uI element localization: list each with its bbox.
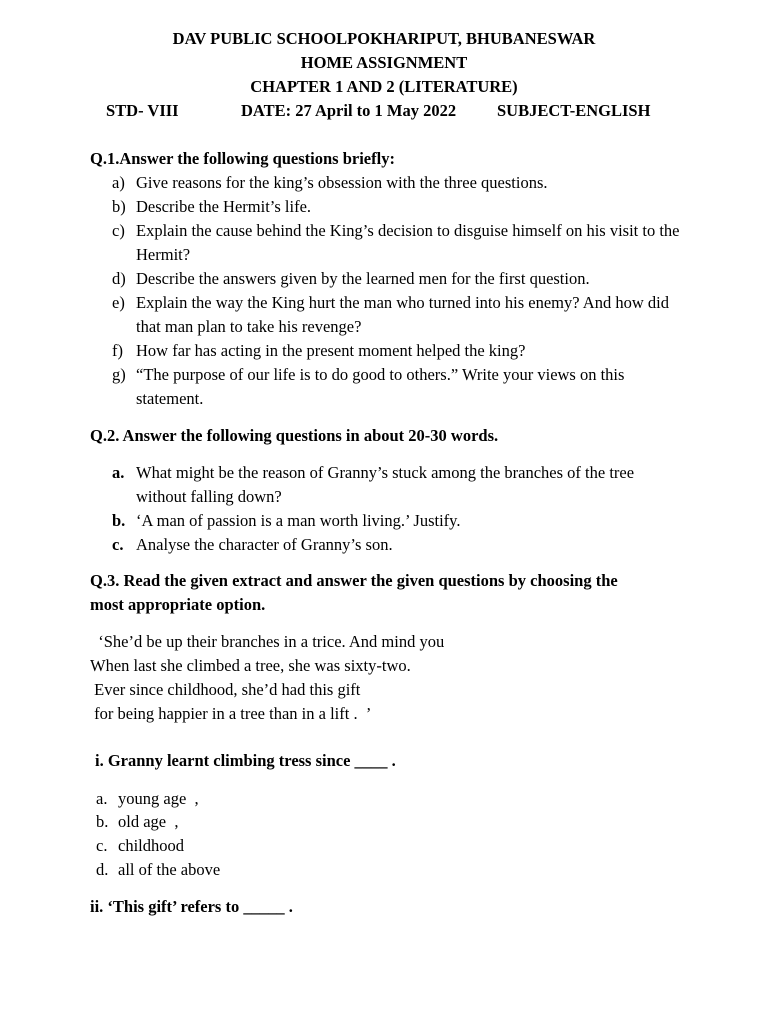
item-text: Give reasons for the king’s obsession with the three questions.	[136, 173, 548, 192]
item-text: ‘A man of passion is a man worth living.’ Justify.	[136, 511, 461, 530]
sub-question-ii: ii. ‘This gift’ refers to _____ .	[90, 897, 293, 916]
school-name: DAV PUBLIC SCHOOLPOKHARIPUT, BHUBANESWAR	[172, 29, 596, 48]
q3-title-continued: most appropriate option.	[90, 595, 266, 614]
item-marker: b.	[112, 511, 126, 530]
item-text: How far has acting in the present moment helped the king?	[136, 341, 526, 360]
assignment-title: HOME ASSIGNMENT	[300, 53, 468, 72]
item-text: “The purpose of our life is to do good to others.” Write your views on this statement.	[136, 365, 625, 408]
item-marker: a.	[112, 463, 125, 482]
chapter-title: CHAPTER 1 AND 2 (LITERATURE)	[250, 77, 518, 96]
option-marker: d.	[96, 860, 109, 879]
item-text: Analyse the character of Granny’s son.	[136, 535, 393, 554]
extract-line: Ever since childhood, she’d had this gift	[90, 680, 361, 699]
item-marker: b)	[112, 197, 126, 216]
date-label: DATE: 27 April to 1 May 2022	[241, 101, 457, 120]
item-text: What might be the reason of Granny’s stuck among the branches of the tree without falling down?	[136, 463, 635, 506]
item-text: Explain the cause behind the King’s decision to disguise himself on his visit to the Hermit?	[136, 221, 680, 264]
option-text: young age ,	[118, 789, 199, 808]
item-marker: g)	[112, 365, 126, 384]
item-marker: c)	[112, 221, 125, 240]
item-marker: d)	[112, 269, 126, 288]
item-marker: f)	[112, 341, 123, 360]
item-marker: c.	[112, 535, 124, 554]
option-marker: a.	[96, 789, 108, 808]
option-marker: c.	[96, 836, 108, 855]
standard-label: STD- VIII	[106, 101, 179, 120]
extract-line: When last she climbed a tree, she was sixty-two.	[90, 656, 411, 675]
option-marker: b.	[96, 812, 109, 831]
item-text: Describe the Hermit’s life.	[136, 197, 312, 216]
item-text: Explain the way the King hurt the man who turned into his enemy? And how did that man plan to take his revenge?	[136, 293, 669, 336]
option-text: old age ,	[118, 812, 179, 831]
extract-line: for being happier in a tree than in a lift . ’	[90, 704, 372, 723]
extract-line: ‘She’d be up their branches in a trice. And mind you	[90, 632, 445, 651]
item-text: Describe the answers given by the learned men for the first question.	[136, 269, 590, 288]
q3-title: Q.3. Read the given extract and answer the given questions by choosing the	[90, 571, 618, 590]
sub-question-i: i. Granny learnt climbing tress since ____ .	[95, 751, 396, 770]
item-marker: a)	[112, 173, 125, 192]
item-marker: e)	[112, 293, 125, 312]
q1-title: Q.1.Answer the following questions briefly:	[90, 149, 395, 168]
q2-title: Q.2. Answer the following questions in about 20-30 words.	[90, 426, 499, 445]
subject-label: SUBJECT-ENGLISH	[497, 101, 651, 120]
option-text: childhood	[118, 836, 184, 855]
option-text: all of the above	[118, 860, 221, 879]
